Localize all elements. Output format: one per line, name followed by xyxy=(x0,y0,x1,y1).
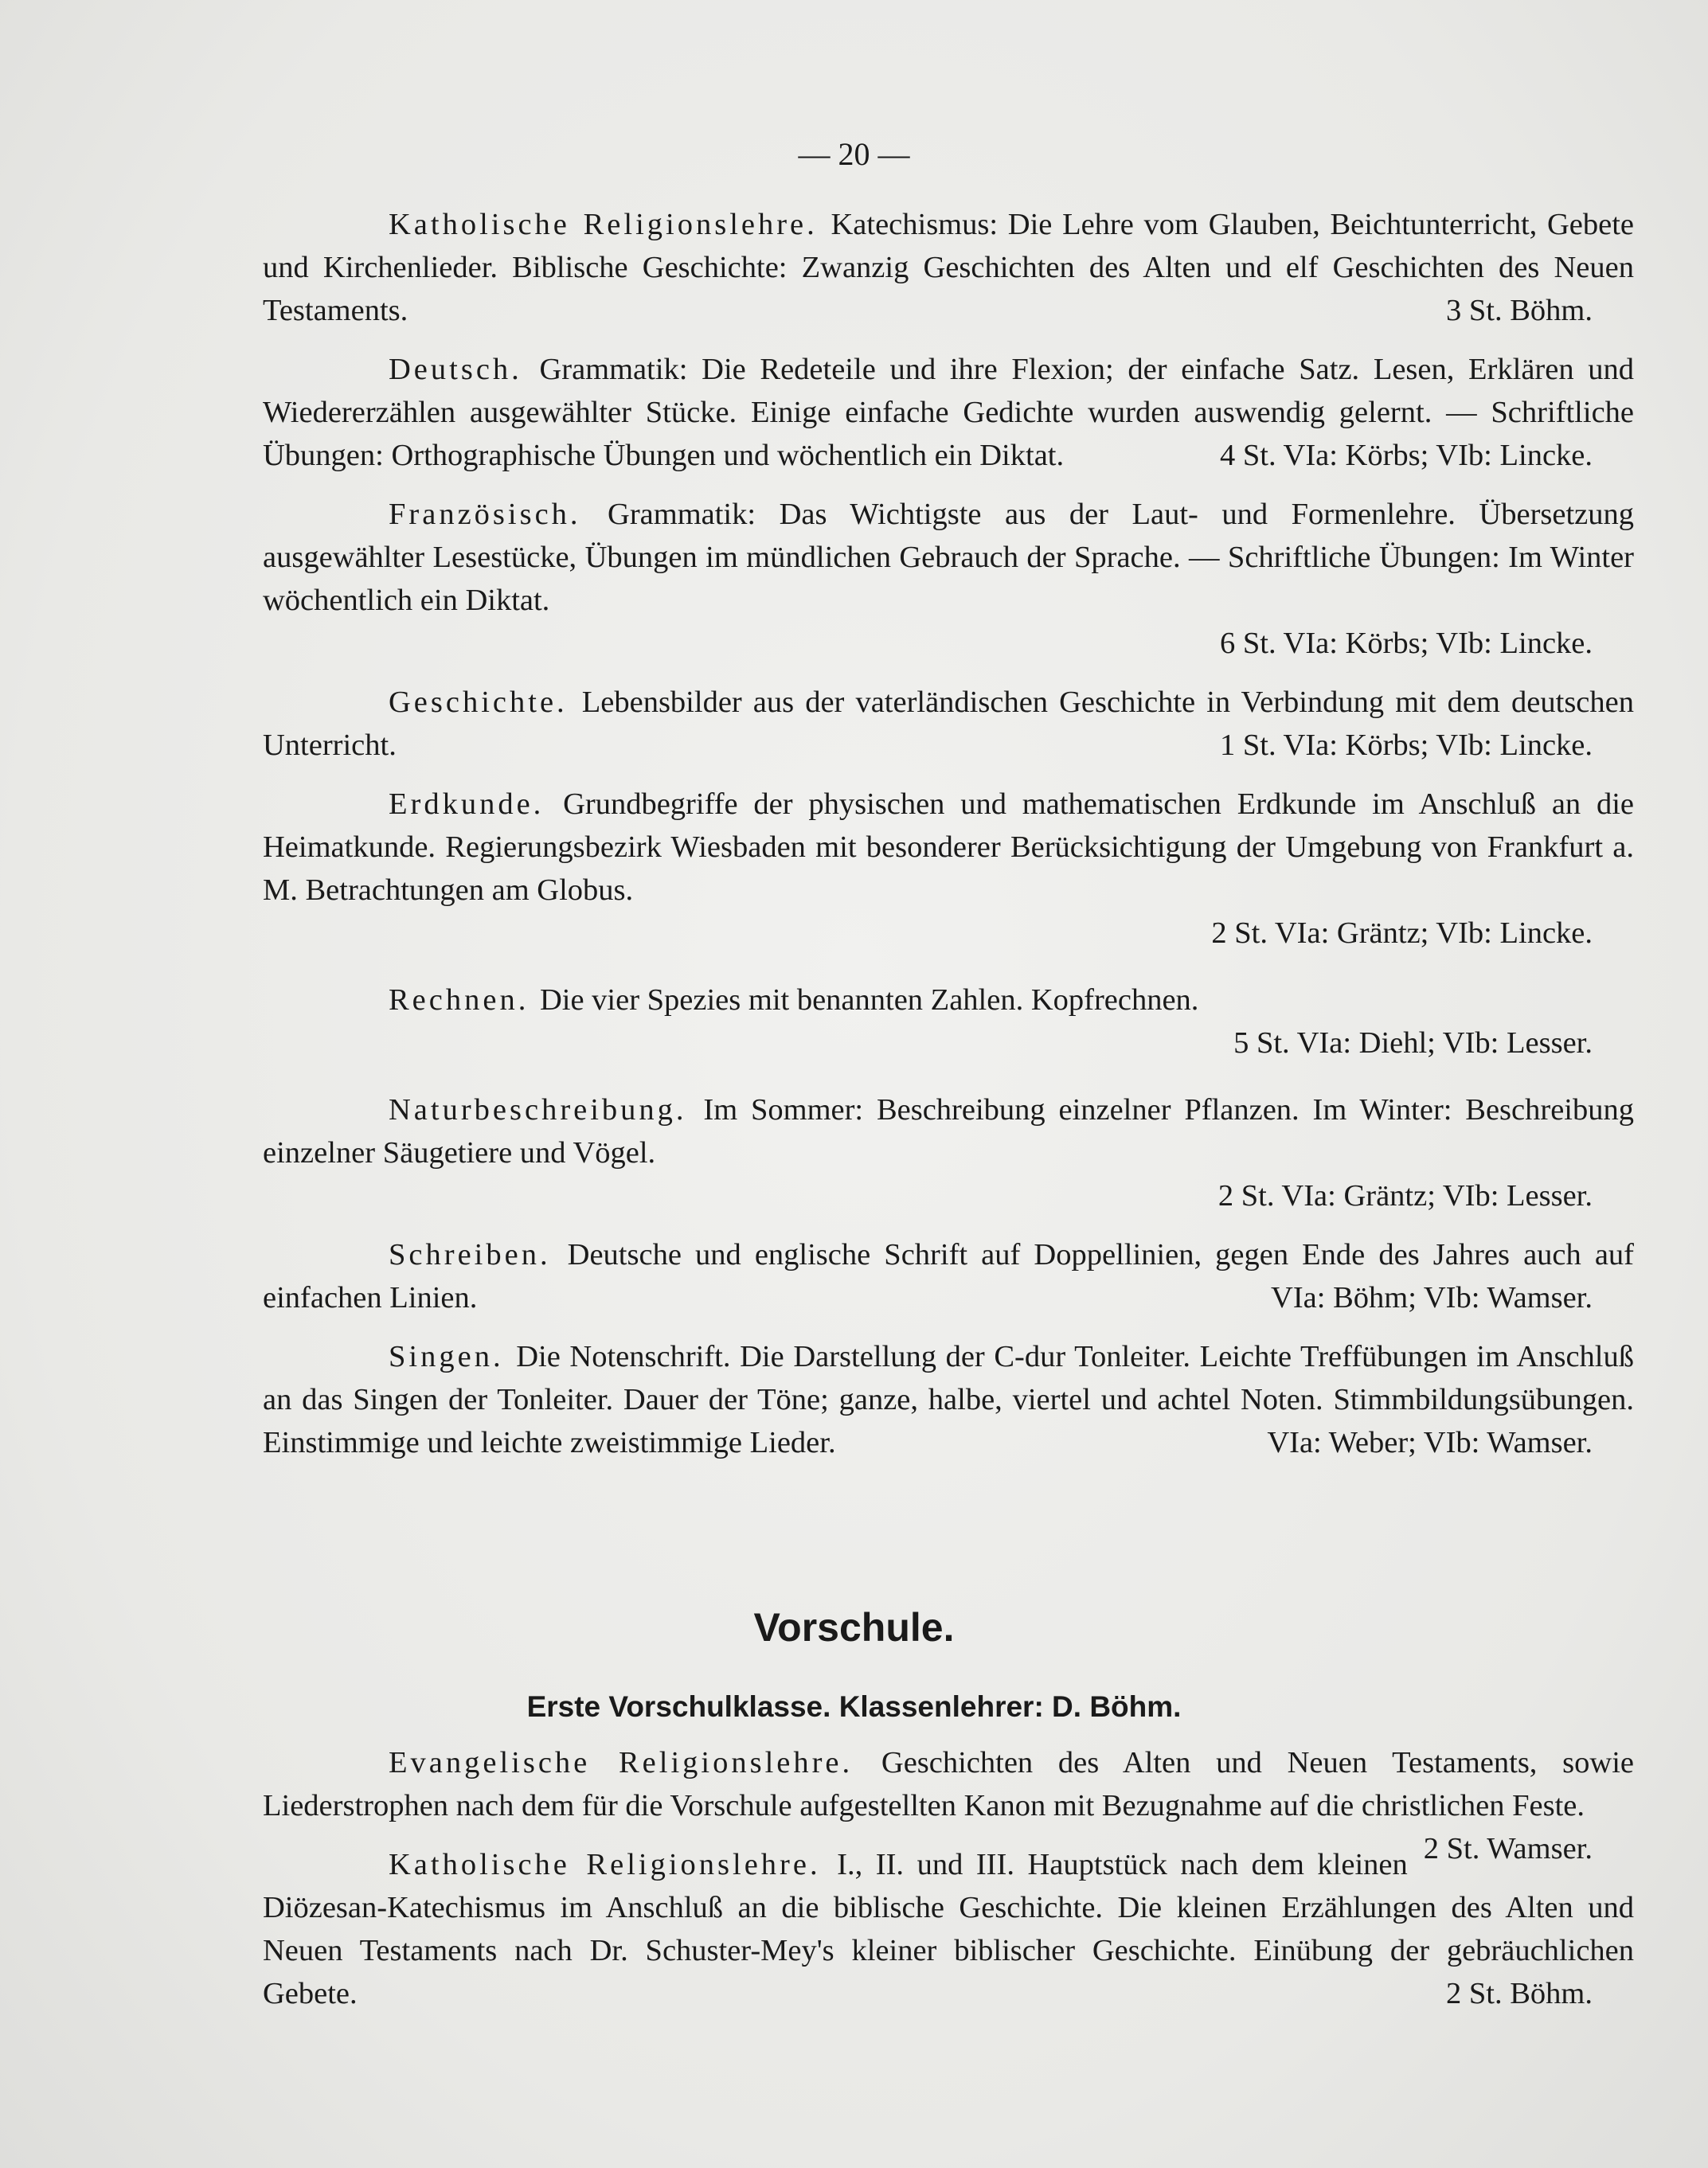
section-text: Die Notenschrift. Die Darstellung der C-dur Tonleiter. Leichte Treffübungen im Anschluß an das Singen der Tonleiter. Dauer der Töne; ganze, halbe, viertel und achtel Noten. Stimmbildungsübungen. Einstimmige und leichte zweistimmige Lieder. xyxy=(263,1340,1634,1459)
section-hours: 2 St. Böhm. xyxy=(1446,1977,1593,2010)
section-hours: 2 St. VIa: Gräntz; VIb: Lesser. xyxy=(1217,1179,1593,1213)
section-text: Grammatik: Das Wichtigste aus der Laut- und Formenlehre. Übersetzung ausgewählter Lesestücke, Übungen im mündlichen Gebrauch der Sprache. — Schriftliche Übungen: Im Winter wöchentlich ein Diktat. xyxy=(263,498,1634,617)
section-heading: Rechnen. xyxy=(389,983,540,1017)
section-text: Katechismus: Die Lehre vom Glauben, Beichtunterricht, Gebete und Kirchenlieder. Biblische Geschichte: Zwanzig Geschichten des Alten und elf Geschichten des Neuen Testaments. xyxy=(263,208,1634,327)
section-singen xyxy=(263,1335,1634,1464)
section-schreiben xyxy=(263,1233,1634,1319)
vorschule-title: Vorschule. xyxy=(753,1605,955,1650)
section-heading: Katholische Religionslehre. xyxy=(389,208,831,241)
section-text: Deutsche und englische Schrift auf Doppellinien, gegen Ende des Jahres auch auf einfachen Linien. xyxy=(263,1238,1634,1314)
section-text: Im Sommer: Beschreibung einzelner Pflanzen. Im Winter: Beschreibung einzelner Säugetiere und Vögel. xyxy=(263,1093,1634,1170)
section-hours: VIa: Weber; VIb: Wamser. xyxy=(1267,1426,1593,1459)
section-text: Grammatik: Die Redeteile und ihre Flexion; der einfache Satz. Lesen, Erklären und Wiedererzählen ausgewählter Stücke. Einige einfache Gedichte wurden auswendig gelernt. — Schriftliche Übungen: Orthographische Übungen und wöchentlich ein Diktat. xyxy=(263,353,1634,472)
section-katholische-religionslehre xyxy=(263,203,1634,332)
section-heading: Schreiben. xyxy=(389,1238,568,1272)
section-heading: Singen. xyxy=(389,1340,517,1373)
section-deutsch xyxy=(263,348,1634,477)
section-rechnen xyxy=(263,979,1634,1064)
section-heading: Deutsch. xyxy=(389,353,540,386)
vorschule-subtitle: Erste Vorschulklasse. Klassenlehrer: D. Böhm. xyxy=(526,1690,1182,1723)
section-erdkunde xyxy=(263,783,1634,955)
page-number: — 20 — xyxy=(798,136,910,172)
section-heading: Erdkunde. xyxy=(389,787,564,821)
section-geschichte xyxy=(263,681,1634,767)
section-hours: 2 St. VIa: Gräntz; VIb: Lincke. xyxy=(1211,916,1593,950)
section-hours: 5 St. VIa: Diehl; VIb: Lesser. xyxy=(1233,1026,1593,1060)
section-naturbeschreibung xyxy=(263,1088,1634,1217)
section-heading: Naturbeschreibung. xyxy=(389,1093,704,1127)
section-hours: 3 St. Böhm. xyxy=(1446,294,1593,327)
section-hours: 6 St. VIa: Körbs; VIb: Lincke. xyxy=(1219,627,1593,660)
section-heading: Evangelische Religionslehre. xyxy=(389,1746,881,1779)
section-heading: Katholische Religionslehre. xyxy=(389,1848,838,1881)
curriculum-vorschule xyxy=(263,1741,1634,2015)
section-katholische-religionslehre-vorschule xyxy=(263,1843,1634,2015)
section-text: Lebensbilder aus der vaterländischen Geschichte in Verbindung mit dem deutschen Unterricht. xyxy=(263,686,1634,762)
section-franzoesisch xyxy=(263,493,1634,665)
section-text: Die vier Spezies mit benannten Zahlen. Kopfrechnen. xyxy=(539,983,1199,1017)
section-heading: Geschichte. xyxy=(389,686,582,719)
section-text: Grundbegriffe der physischen und mathematischen Erdkunde im Anschluß an die Heimatkunde. Regierungsbezirk Wiesbaden mit besonderer Berücksichtigung der Umgebung von Frankfurt a. M. Betrachtungen am Globus. xyxy=(263,787,1634,907)
section-hours: 1 St. VIa: Körbs; VIb: Lincke. xyxy=(1219,729,1593,762)
section-hours: 4 St. VIa: Körbs; VIb: Lincke. xyxy=(1219,439,1593,472)
section-text: I., II. und III. Hauptstück nach dem kleinen Diözesan-Katechismus im Anschluß an die biblische Geschichte. Die kleinen Erzählungen des Alten und Neuen Testaments nach Dr. Schuster-Mey's kleiner biblischer Geschichte. Einübung der gebräuchlichen Gebete. xyxy=(263,1848,1634,2010)
curriculum-sexta xyxy=(263,203,1634,1464)
section-hours: 2 St. Wamser. xyxy=(1423,1832,1593,1865)
section-text: Geschichten des Alten und Neuen Testaments, sowie Liederstrophen nach dem für die Vorschule aufgestellten Kanon mit Bezugnahme auf die christlichen Feste. xyxy=(263,1746,1634,1822)
section-hours: VIa: Böhm; VIb: Wamser. xyxy=(1271,1281,1593,1314)
section-heading: Französisch. xyxy=(389,498,608,531)
